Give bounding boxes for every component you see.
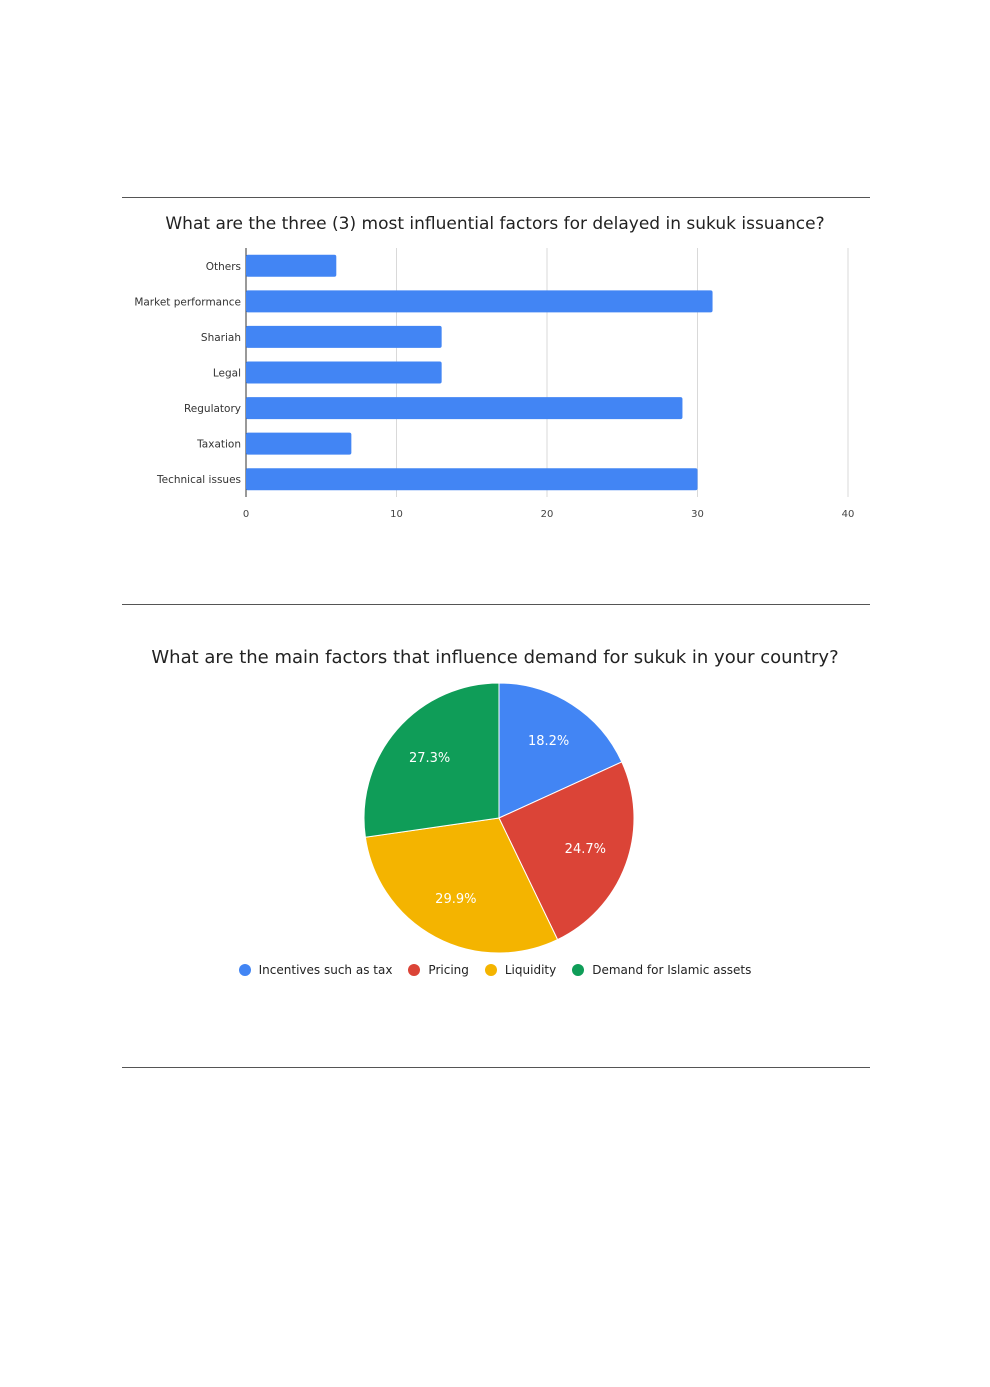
x-tick-label: 30 — [691, 509, 704, 520]
bar — [246, 433, 351, 455]
category-label: Regulatory — [183, 403, 241, 416]
slice-label: 29.9% — [435, 892, 477, 908]
bar — [246, 397, 682, 419]
pie-legend — [0, 963, 990, 977]
pie-chart-title: What are the main factors that influence demand for sukuk in your country? — [151, 647, 839, 668]
category-label: Legal — [212, 367, 241, 380]
legend-swatch — [408, 964, 420, 976]
divider-bottom — [122, 1067, 870, 1068]
bar-chart-title: What are the three (3) most influential factors for delayed in sukuk issuance? — [165, 214, 825, 234]
legend-item — [239, 963, 393, 977]
legend-swatch — [485, 964, 497, 976]
divider-middle — [122, 604, 870, 605]
legend-label: Incentives such as tax — [258, 963, 393, 977]
legend-label: Pricing — [428, 963, 469, 977]
category-label: Technical issues — [157, 474, 241, 487]
bar-chart — [0, 240, 990, 530]
bar — [246, 255, 336, 277]
divider-top — [122, 197, 870, 198]
x-tick-label: 20 — [540, 509, 554, 520]
legend-item — [485, 963, 556, 977]
slice-label: 24.7% — [564, 842, 606, 858]
legend-label: Demand for Islamic assets — [592, 963, 752, 977]
x-tick-label: 40 — [841, 509, 855, 520]
bar — [246, 362, 442, 384]
category-label: Others — [205, 260, 241, 273]
legend-label: Liquidity — [504, 963, 557, 977]
legend-swatch — [572, 964, 584, 976]
legend-item — [572, 963, 751, 977]
x-tick-label: 0 — [242, 509, 250, 520]
slice-label: 18.2% — [527, 733, 570, 749]
legend-swatch — [239, 964, 251, 976]
slice-label: 27.3% — [408, 750, 451, 766]
category-label: Shariah — [200, 331, 241, 344]
bar — [246, 326, 442, 348]
category-label: Market performance — [134, 296, 241, 309]
x-tick-label: 10 — [390, 509, 403, 520]
pie-chart — [0, 670, 990, 960]
bar — [246, 468, 698, 490]
category-label: Taxation — [197, 438, 241, 451]
bar — [246, 290, 713, 312]
legend-item — [408, 963, 468, 977]
